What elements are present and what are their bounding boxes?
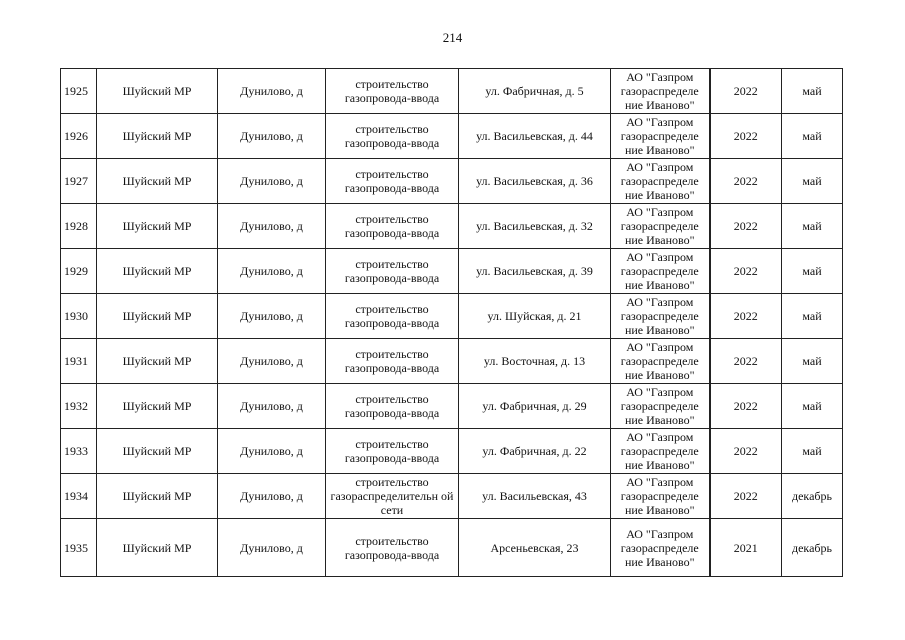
organization-cell: АО "Газпром газораспределе ние Иваново" bbox=[611, 249, 710, 294]
table-row bbox=[61, 519, 843, 577]
row-number: 1932 bbox=[61, 384, 97, 429]
organization-cell: АО "Газпром газораспределе ние Иваново" bbox=[611, 204, 710, 249]
table-body bbox=[61, 69, 843, 577]
work-type-cell: строительство газопровода-ввода bbox=[326, 204, 459, 249]
organization-cell: АО "Газпром газораспределе ние Иваново" bbox=[611, 114, 710, 159]
table-row bbox=[61, 294, 843, 339]
address-cell: ул. Шуйская, д. 21 bbox=[459, 294, 611, 339]
locality-cell: Дунилово, д bbox=[218, 69, 326, 114]
district-cell: Шуйский МР bbox=[97, 474, 218, 519]
year-cell: 2021 bbox=[710, 519, 782, 577]
work-type-cell: строительство газопровода-ввода bbox=[326, 159, 459, 204]
locality-cell: Дунилово, д bbox=[218, 384, 326, 429]
table-row bbox=[61, 204, 843, 249]
address-cell: ул. Васильевская, д. 44 bbox=[459, 114, 611, 159]
month-cell: май bbox=[782, 159, 843, 204]
row-number: 1930 bbox=[61, 294, 97, 339]
organization-cell: АО "Газпром газораспределе ние Иваново" bbox=[611, 429, 710, 474]
organization-cell: АО "Газпром газораспределе ние Иваново" bbox=[611, 339, 710, 384]
row-number: 1933 bbox=[61, 429, 97, 474]
address-cell: ул. Восточная, д. 13 bbox=[459, 339, 611, 384]
organization-cell: АО "Газпром газораспределе ние Иваново" bbox=[611, 159, 710, 204]
district-cell: Шуйский МР bbox=[97, 114, 218, 159]
locality-cell: Дунилово, д bbox=[218, 429, 326, 474]
district-cell: Шуйский МР bbox=[97, 339, 218, 384]
district-cell: Шуйский МР bbox=[97, 249, 218, 294]
district-cell: Шуйский МР bbox=[97, 69, 218, 114]
organization-cell: АО "Газпром газораспределе ние Иваново" bbox=[611, 474, 710, 519]
month-cell: май bbox=[782, 204, 843, 249]
organization-cell: АО "Газпром газораспределе ние Иваново" bbox=[611, 519, 710, 577]
row-number: 1926 bbox=[61, 114, 97, 159]
year-cell: 2022 bbox=[710, 384, 782, 429]
work-type-cell: строительство газопровода-ввода bbox=[326, 339, 459, 384]
table-row bbox=[61, 384, 843, 429]
district-cell: Шуйский МР bbox=[97, 384, 218, 429]
row-number: 1929 bbox=[61, 249, 97, 294]
district-cell: Шуйский МР bbox=[97, 204, 218, 249]
locality-cell: Дунилово, д bbox=[218, 249, 326, 294]
district-cell: Шуйский МР bbox=[97, 294, 218, 339]
address-cell: ул. Васильевская, д. 36 bbox=[459, 159, 611, 204]
table-row bbox=[61, 159, 843, 204]
table-row bbox=[61, 114, 843, 159]
work-type-cell: строительство газопровода-ввода bbox=[326, 114, 459, 159]
work-type-cell: строительство газопровода-ввода bbox=[326, 69, 459, 114]
month-cell: май bbox=[782, 114, 843, 159]
address-cell: ул. Васильевская, д. 32 bbox=[459, 204, 611, 249]
work-type-cell: строительство газораспределительн ой сети bbox=[326, 474, 459, 519]
month-cell: май bbox=[782, 294, 843, 339]
year-cell: 2022 bbox=[710, 249, 782, 294]
address-cell: ул. Фабричная, д. 5 bbox=[459, 69, 611, 114]
row-number: 1934 bbox=[61, 474, 97, 519]
year-cell: 2022 bbox=[710, 339, 782, 384]
work-type-cell: строительство газопровода-ввода bbox=[326, 519, 459, 577]
district-cell: Шуйский МР bbox=[97, 429, 218, 474]
month-cell: май bbox=[782, 69, 843, 114]
year-cell: 2022 bbox=[710, 474, 782, 519]
year-cell: 2022 bbox=[710, 429, 782, 474]
row-number: 1925 bbox=[61, 69, 97, 114]
month-cell: май bbox=[782, 339, 843, 384]
table-row bbox=[61, 339, 843, 384]
work-type-cell: строительство газопровода-ввода bbox=[326, 294, 459, 339]
gas-works-table bbox=[60, 68, 843, 577]
locality-cell: Дунилово, д bbox=[218, 474, 326, 519]
organization-cell: АО "Газпром газораспределе ние Иваново" bbox=[611, 69, 710, 114]
month-cell: декабрь bbox=[782, 519, 843, 577]
row-number: 1928 bbox=[61, 204, 97, 249]
table-row bbox=[61, 429, 843, 474]
locality-cell: Дунилово, д bbox=[218, 204, 326, 249]
row-number: 1935 bbox=[61, 519, 97, 577]
year-cell: 2022 bbox=[710, 294, 782, 339]
address-cell: ул. Васильевская, 43 bbox=[459, 474, 611, 519]
address-cell: ул. Фабричная, д. 29 bbox=[459, 384, 611, 429]
page-number: 214 bbox=[442, 30, 463, 45]
table-row bbox=[61, 249, 843, 294]
locality-cell: Дунилово, д bbox=[218, 159, 326, 204]
district-cell: Шуйский МР bbox=[97, 159, 218, 204]
locality-cell: Дунилово, д bbox=[218, 339, 326, 384]
work-type-cell: строительство газопровода-ввода bbox=[326, 429, 459, 474]
locality-cell: Дунилово, д bbox=[218, 294, 326, 339]
address-cell: Арсеньевская, 23 bbox=[459, 519, 611, 577]
locality-cell: Дунилово, д bbox=[218, 519, 326, 577]
locality-cell: Дунилово, д bbox=[218, 114, 326, 159]
year-cell: 2022 bbox=[710, 114, 782, 159]
month-cell: май bbox=[782, 249, 843, 294]
month-cell: декабрь bbox=[782, 474, 843, 519]
work-type-cell: строительство газопровода-ввода bbox=[326, 384, 459, 429]
row-number: 1931 bbox=[61, 339, 97, 384]
table-row bbox=[61, 69, 843, 114]
month-cell: май bbox=[782, 384, 843, 429]
district-cell: Шуйский МР bbox=[97, 519, 218, 577]
year-cell: 2022 bbox=[710, 204, 782, 249]
address-cell: ул. Фабричная, д. 22 bbox=[459, 429, 611, 474]
work-type-cell: строительство газопровода-ввода bbox=[326, 249, 459, 294]
address-cell: ул. Васильевская, д. 39 bbox=[459, 249, 611, 294]
organization-cell: АО "Газпром газораспределе ние Иваново" bbox=[611, 384, 710, 429]
year-cell: 2022 bbox=[710, 69, 782, 114]
month-cell: май bbox=[782, 429, 843, 474]
row-number: 1927 bbox=[61, 159, 97, 204]
year-cell: 2022 bbox=[710, 159, 782, 204]
organization-cell: АО "Газпром газораспределе ние Иваново" bbox=[611, 294, 710, 339]
table-row bbox=[61, 474, 843, 519]
